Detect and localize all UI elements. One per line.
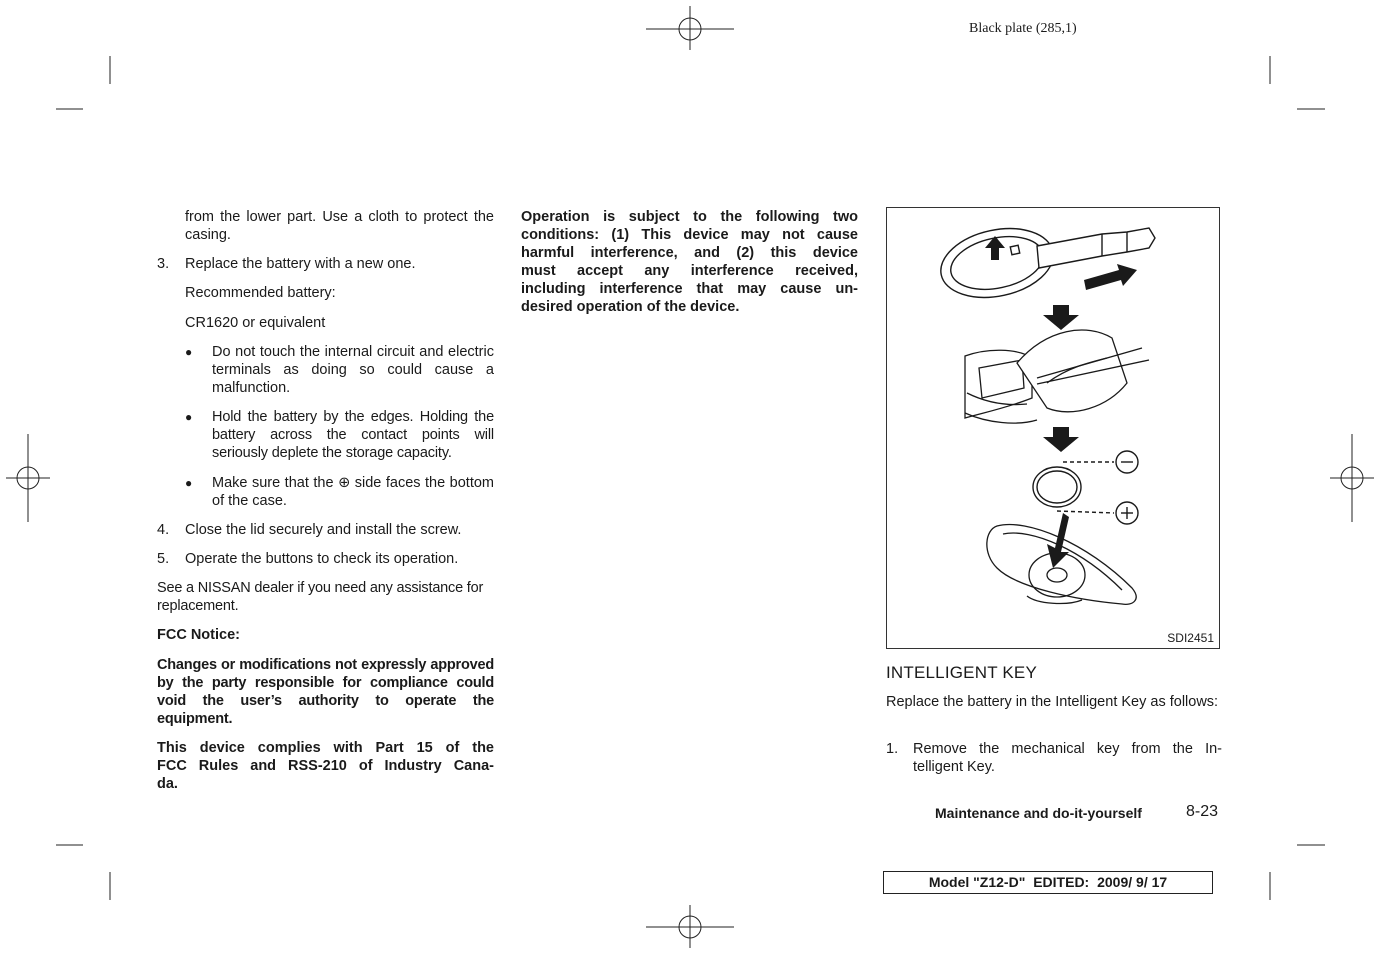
section-heading: INTELLIGENT KEY xyxy=(886,663,1038,682)
step-text-line: Remove the mechanical key from the In- xyxy=(913,741,1222,757)
interference-line: Operation is subject to the following two xyxy=(521,209,858,225)
edited-label: EDITED: xyxy=(1033,874,1090,890)
step-1 xyxy=(886,740,1222,776)
plus-terminal-icon xyxy=(1116,502,1138,524)
bullet-dot: ● xyxy=(185,410,193,424)
recommended-value: CR1620 or equivalent xyxy=(185,315,326,331)
step-number: 1. xyxy=(886,741,899,757)
battery-replacement-illustration xyxy=(887,208,1219,648)
plus-polarity-icon: ⊕ xyxy=(338,475,351,491)
fcc-heading: FCC Notice: xyxy=(157,627,240,643)
section-title: Maintenance and do-it-yourself xyxy=(935,805,1142,821)
fcc-compliance-paragraph xyxy=(157,739,494,793)
continuation-text: from the lower part. Use a cloth to protect the casing. xyxy=(185,209,494,243)
dealer-note: See a NISSAN dealer if you need any assistance for replacement. xyxy=(157,580,484,614)
arrow-right-icon xyxy=(1084,264,1137,290)
bullet-text: Hold the battery by the edges. Holding the battery across the contact points will seriously deplete the storage capacity. xyxy=(212,409,494,461)
bullet-text: Do not touch the internal circuit and electric terminals as doing so could cause a malfunction. xyxy=(212,344,494,396)
interference-line: desired operation of the device. xyxy=(521,299,740,315)
step-text: Operate the buttons to check its operation. xyxy=(185,551,459,567)
edited-date: 2009/ 9/ 17 xyxy=(1097,874,1168,890)
bullet-text-before: Make sure that the xyxy=(212,475,334,491)
step-number: 4. xyxy=(157,522,170,538)
arrow-down-icon xyxy=(1043,427,1079,452)
intro-text: Replace the battery in the Intelligent Key as follows: xyxy=(886,694,1219,710)
model-value: "Z12-D" xyxy=(973,874,1026,890)
step-text-line: telligent Key. xyxy=(913,759,995,775)
figure-code: SDI2451 xyxy=(1167,631,1214,645)
bullet-item xyxy=(185,343,494,397)
fcc-paragraph: Changes or modifications not expressly approved by the party responsible for compliance could void the user’s authority to operate the equipment. xyxy=(157,657,494,727)
model-edit-stamp xyxy=(883,871,1213,894)
page-number: 8-23 xyxy=(1186,803,1219,820)
fcc-line: FCC Rules and RSS-210 of Industry Cana- xyxy=(157,758,494,774)
arrow-down-icon xyxy=(1043,305,1079,330)
bullet-text-after: side faces the bottom of the case. xyxy=(212,475,495,509)
step-number: 5. xyxy=(157,551,170,567)
plate-label: Black plate (285,1) xyxy=(969,21,1077,36)
interference-line: conditions: (1) This device may not cause xyxy=(521,227,858,243)
interference-line: including interference that may cause un- xyxy=(521,281,858,297)
fcc-line: da. xyxy=(157,776,178,792)
bullet-text xyxy=(212,474,494,510)
interference-paragraph xyxy=(521,208,858,316)
bullet-item xyxy=(185,408,494,462)
step-text: Close the lid securely and install the screw. xyxy=(185,522,462,538)
step-number: 3. xyxy=(157,256,170,272)
battery-replacement-figure xyxy=(886,207,1220,649)
bullet-dot: ● xyxy=(185,476,193,490)
interference-line: must accept any interference received, xyxy=(521,263,858,279)
step-text: Replace the battery with a new one. xyxy=(185,256,416,272)
bullet-item xyxy=(185,474,494,510)
recommended-label: Recommended battery: xyxy=(185,285,336,301)
interference-line: harmful interference, and (2) this device xyxy=(521,245,858,261)
fcc-line: This device complies with Part 15 of the xyxy=(157,740,494,756)
minus-terminal-icon xyxy=(1116,451,1138,473)
model-label: Model xyxy=(928,874,970,890)
bullet-dot: ● xyxy=(185,345,193,359)
